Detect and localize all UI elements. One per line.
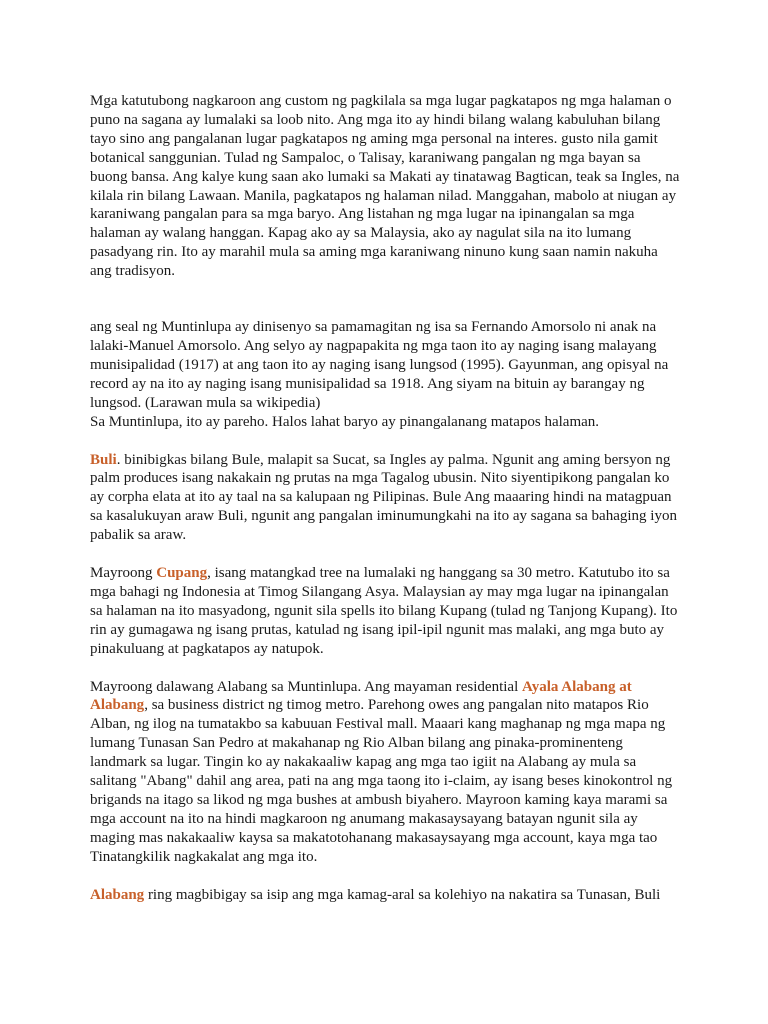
spacer (90, 545, 680, 564)
document-page (90, 92, 680, 905)
alabang-pre: Mayroong dalawang Alabang sa Muntinlupa. Ang mayaman residential (90, 678, 522, 695)
spacer (90, 659, 680, 678)
spacer (90, 867, 680, 886)
cupang-pre: Mayroong (90, 565, 157, 582)
cupang-text: , isang matangkad tree na lumalaki ng hanggang sa 30 metro. Katutubo ito sa mga bahagi ng Indonesia at Timog Silangang Asya. Malaysian ay may mga lugar na ipinangalan sa halaman na ito masyadong, ngunit sila spells ito bilang Kupang (tulad ng Tanjong Kupang). Ito rin ay gumagawa ng isang prutas, katulad ng isang ipil-ipil ngunit mas malaki, ang mga buto ay pinakuluang at pagkatapos ay natupok. (90, 565, 678, 657)
spacer (90, 281, 680, 318)
cupang-link[interactable]: Cupang (156, 565, 208, 582)
paragraph-place-names-intro: Mga katutubong nagkaroon ang custom ng pagkilala sa mga lugar pagkatapos ng mga halaman o puno na sagana ay lumalaki sa loob nito. Ang mga ito ay hindi bilang walang kabuluhan bilang tayo sino ang pangalanan lugar pagkatapos ng aming mga personal na interes. gusto nila gamit botanical sanggunian. Tulad ng Sampaloc, o Talisay, karaniwang pangalan ng mga bayan sa buong bansa. Ang kalye kung saan ako lumaki sa Makati ay tinatawag Bagtican, teak sa Ingles, na kilala rin bilang Lawaan. Manila, pagkatapos ng halaman nilad. Manggahan, mabolo at niugan ay karaniwang pangalan para sa mga baryo. Ang listahan ng mga lugar na ipinangalan sa mga halaman ay walang hanggan. Kapag ako ay sa Malaysia, ako ay nagulat sila na ito lumang pasadyang rin. Ito ay marahil mula sa aming mga karaniwang ninuno kung saan namin nakuha ang tradisyon. (90, 93, 680, 280)
alabang-college-text: ring magbibigay sa isip ang mga kamag-aral sa kolehiyo na nakatira sa Tunasan, Buli (144, 886, 661, 903)
paragraph-muntinlupa-seal: ang seal ng Muntinlupa ay dinisenyo sa pamamagitan ng isa sa Fernando Amorsolo ni anak na lalaki-Manuel Amorsolo. Ang selyo ay nagpapakita ng mga taon ito ay naging isang malayang munisipalidad (1917) at ang taon ito ay naging isang lungsod (1995). Gayunman, ang opisyal na record ay na ito ay naging isang munisipalidad sa 1918. Ang siyam na bituin ay barangay ng lungsod. (Larawan mula sa wikipedia) (90, 319, 669, 411)
paragraph-alabang (90, 678, 680, 867)
buli-dot: . (116, 451, 121, 468)
alabang-link[interactable]: Alabang (90, 886, 145, 903)
buli-link[interactable]: Buli (90, 451, 117, 468)
paragraph-alabang-college (90, 886, 680, 905)
alabang-text: , sa business district ng timog metro. Parehong owes ang pangalan nito matapos Rio Alban, ng ilog na tumatakbo sa kabuuan Festival mall. Maaari kang maghanap ng mga mapa ng lumang Tunasan San Pedro at makahanap ng Rio Alban bilang ang pinaka-prominenteng landmark sa lugar. Tingin ko ay nakakaaliw kapag ang mga tao igiit na Alabang ay mula sa salitang "Abang" dahil ang area, pati na ang mga taong ito i-claim, ay isang beses kinokontrol ng brigands na itago sa likod ng mga bushes at ambush biyahero. Mayroon kaming kaya marami sa mga account na ito na hindi magkaroon ng anumang makasaysayang batayan ngunit sila ay maging mas nakakaaliw kaysa sa makatotohanang makasaysayang mga account, kaya mga tao Tinatangkilik nagkakalat ang mga ito. (90, 697, 673, 865)
buli-text: binibigkas bilang Bule, malapit sa Sucat, sa Ingles ay palma. Ngunit ang aming bersyon ng palm produces isang nakakain ng prutas na mga Tagalog ubusin. Nito siyentipikong pangalan ko ay corpha elata at ito ay taal na sa kalupaan ng Pilipinas. Bule Ang maaaring hindi na matagpuan sa kasalukuyan araw Buli, ngunit ang pangalan iminumungkahi na ito ay sagana sa bahaging iyon pabalik sa araw. (90, 451, 677, 544)
paragraph-buli (90, 451, 680, 546)
paragraph-cupang (90, 564, 680, 659)
ayala-alabang-link[interactable]: Ayala Alabang at Alabang (90, 678, 632, 714)
paragraph-muntinlupa-baryo: Sa Muntinlupa, ito ay pareho. Halos lahat baryo ay pinangalanang matapos halaman. (90, 413, 600, 430)
spacer (90, 432, 680, 451)
